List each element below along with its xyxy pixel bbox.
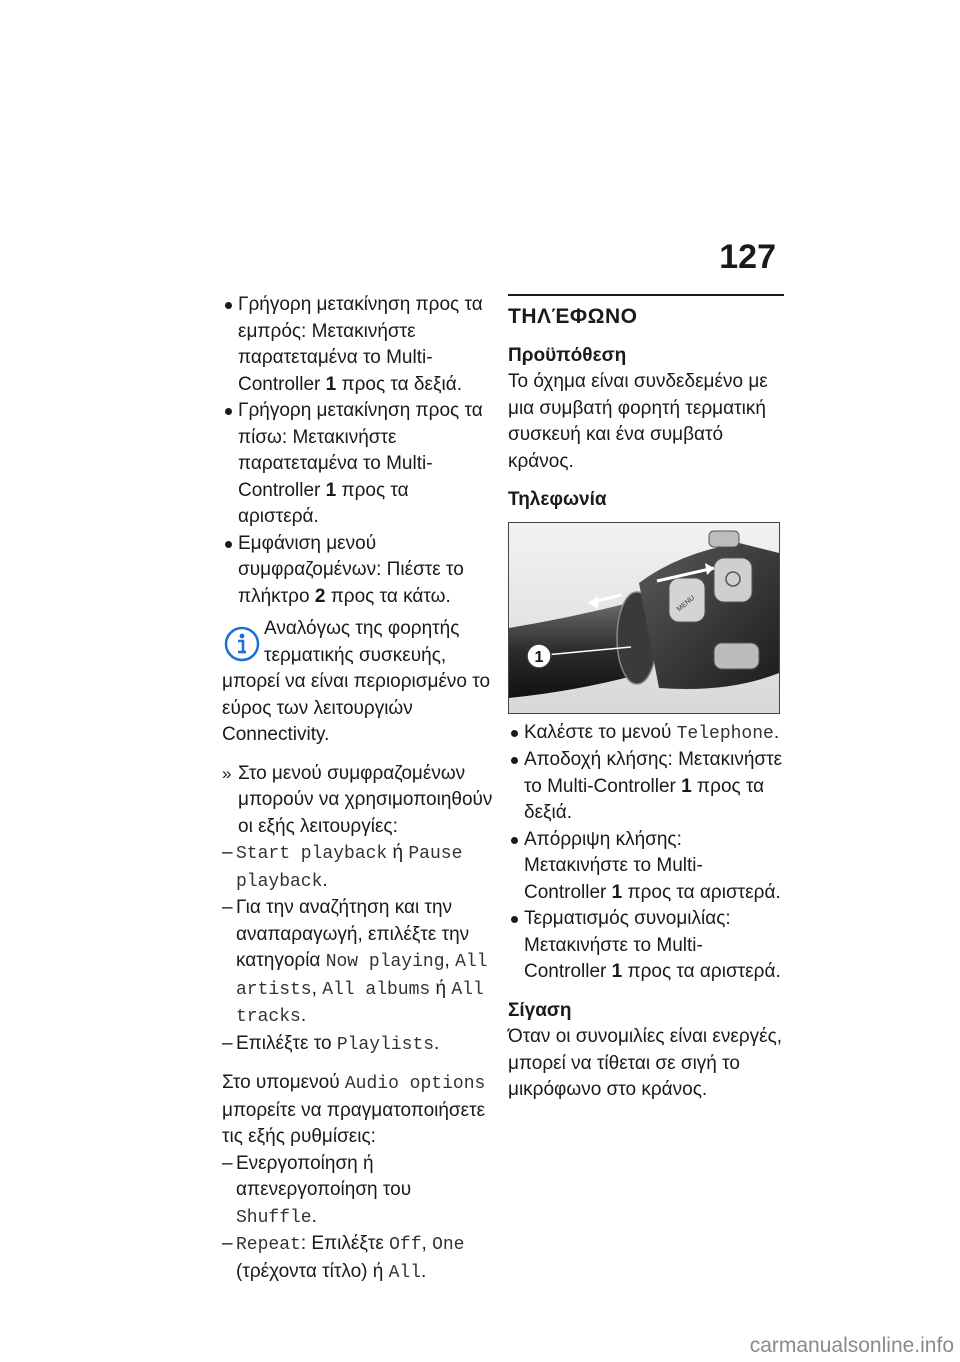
- info-icon: [222, 624, 262, 664]
- list-item-shuffle: – Ενεργοποίηση ή απενεργοποίηση του Shuffle.: [222, 1152, 412, 1228]
- left-column: [222, 292, 494, 1286]
- list-item-search-category: – Για την αναζήτηση και την αναπαραγωγή, επιλέξτε την κατηγορία Now playing, All artists, All albums ή All tracks.: [222, 897, 488, 1027]
- list-item-context-functions: » Στο μενού συμφραζομένων μπορούν να χρησιμοποιηθούν οι εξής λειτουργίες:: [222, 762, 493, 837]
- list-item-playlists: – Επιλέξτε το Playlists.: [222, 1032, 440, 1055]
- page-number: 127: [719, 238, 776, 276]
- menu-button-label: MENU: [675, 594, 697, 613]
- callout-1-label: 1: [534, 648, 544, 666]
- note-lead: Αναλόγως της φορητής τερματικής συσκευής,: [264, 618, 460, 666]
- telephony-heading: Τηλεφωνία: [508, 489, 607, 510]
- watermark: carmanualsonline.info: [749, 1334, 954, 1357]
- note-rest: μπορεί να είναι περιορισμένο το εύρος των λειτουργιών Connectivity.: [222, 671, 491, 745]
- mute-heading: Σίγαση: [508, 999, 572, 1021]
- lower-switch: [714, 643, 759, 669]
- prerequisite-text: Το όχημα είναι συνδεδεμένο με μια συμβατή φορητή τερματική συσκευή και ένα συμβατό κράνος.: [508, 371, 768, 472]
- handlebar-controls-figure: [508, 522, 780, 714]
- hold-button: [714, 558, 752, 602]
- prerequisite-heading: Προϋπόθεση: [508, 344, 627, 366]
- handlebar-illustration: [509, 523, 779, 713]
- list-item-repeat: – Repeat: Επιλέξτε Off, One (τρέχοντα τίτλο) ή All.: [222, 1233, 465, 1283]
- mute-text: Όταν οι συνομιλίες είναι ενεργές, μπορεί να τίθεται σε σιγή το μικρόφωνο στο κράνος.: [508, 1026, 783, 1100]
- list-item-reject-call: Απόρριψη κλήσης: Μετακινήστε το Multi-Controller 1 προς τα αριστερά.: [508, 827, 784, 907]
- list-item-rewind: Γρήγορη μετακίνηση προς τα πίσω: Μετακινήστε παρατεταμένα το Multi-Controller 1 προς τα αριστερά.: [222, 398, 494, 531]
- list-item-end-call: Τερματισμός συνομιλίας: Μετακινήστε το Multi-Controller 1 προς τα αριστερά.: [508, 906, 784, 986]
- section-title: ΤΗΛΈΦΩΝΟ: [508, 305, 638, 328]
- section-divider: [508, 294, 784, 296]
- list-item-call-menu: Καλέστε το μενού Telephone.: [508, 720, 784, 748]
- submenu-paragraph: Στο υπομενού Audio options μπορείτε να πραγματοποιήσετε τις εξής ρυθμίσεις:: [222, 1072, 486, 1147]
- list-item-fast-forward: Γρήγορη μετακίνηση προς τα εμπρός: Μετακινήστε παρατεταμένα το Multi-Controller 1 προς τα δεξιά.: [222, 292, 494, 398]
- list-item-accept-call: Αποδοχή κλήσης: Μετακινήστε το Multi-Controller 1 προς τα δεξιά.: [508, 747, 784, 827]
- right-column: [508, 292, 784, 1104]
- list-item-playback: – Start playback ή Pause playback.: [222, 842, 463, 892]
- top-button: [709, 531, 739, 547]
- info-note: [222, 616, 494, 749]
- list-item-context-menu: Εμφάνιση μενού συμφραζομένων: Πιέστε το πλήκτρο 2 προς τα κάτω.: [222, 531, 494, 611]
